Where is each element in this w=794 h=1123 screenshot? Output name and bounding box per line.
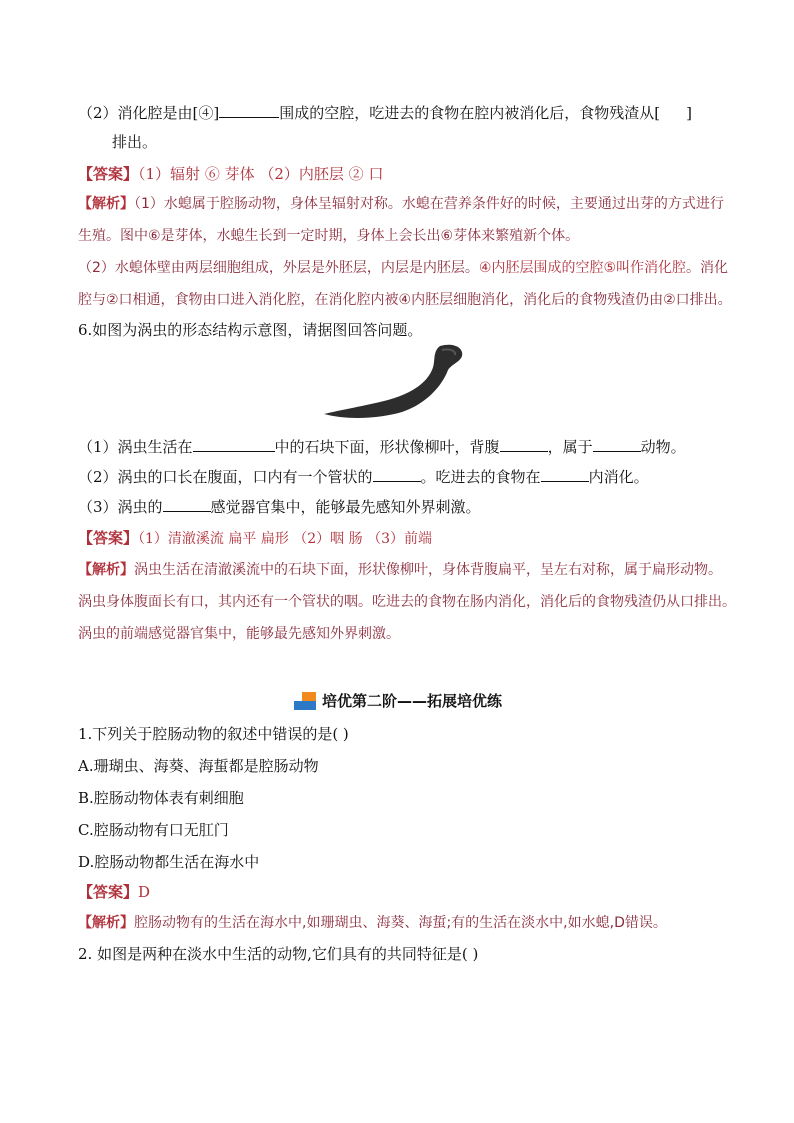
q6-sub2-text: （2）涡虫的口长在腹面，口内有一个管状的 bbox=[78, 468, 373, 486]
analysis-label: 【解析】 bbox=[78, 562, 134, 578]
q6-stem: 6.如图为涡虫的形态结构示意图，请据图回答问题。 bbox=[78, 321, 423, 339]
q5-sub2-line2: 排出。 bbox=[112, 133, 158, 151]
q6-sub3 bbox=[78, 496, 481, 517]
s2q1-option-c: C.腔肠动物有口无肛门 bbox=[78, 821, 229, 839]
answer-label: 【答案】 bbox=[78, 165, 139, 183]
section-title: 培优第二阶——拓展培优练 bbox=[321, 692, 502, 710]
analysis-text: （1）水螅属于腔肠动物，身体呈辐射对称。水螅在营养条件好的时候，主要通过出芽的方式进行 bbox=[134, 196, 724, 212]
q5-answer bbox=[78, 164, 383, 184]
q6-sub1-text: （1）涡虫生活在 bbox=[78, 438, 193, 456]
q6-analysis-line1 bbox=[78, 560, 722, 580]
q6-sub2-text: 内消化。 bbox=[588, 468, 649, 486]
s2q2-stem: 2. 如图是两种在淡水中生活的动物,它们具有的共同特征是( ) bbox=[78, 945, 479, 963]
s2q1-option-b: B.腔肠动物体表有刺细胞 bbox=[78, 789, 244, 807]
q5-analysis-line2: 生殖。图中⑥是芽体，水螅生长到一定时期，身体上会长出⑥芽体来繁殖新个体。 bbox=[78, 228, 580, 244]
section-heading bbox=[0, 690, 794, 712]
q6-sub2-text: 。吃进去的食物在 bbox=[420, 468, 541, 486]
q6-sub2 bbox=[78, 466, 649, 487]
fill-blank bbox=[500, 436, 548, 452]
q5-analysis-line4: 腔与②口相通，食物由口进入消化腔，在消化腔内被④内胚层细胞消化，消化后的食物残渣仍由②口排出。 bbox=[78, 292, 732, 308]
q6-sub1-text: 动物。 bbox=[640, 438, 686, 456]
fill-blank bbox=[541, 466, 589, 482]
planarian-image bbox=[318, 340, 478, 424]
s2q1-analysis bbox=[78, 913, 667, 933]
q6-sub1 bbox=[78, 436, 686, 457]
q5-sub2-mid: 围成的空腔，吃进去的食物在腔内被消化后，食物残渣从[ bbox=[279, 104, 661, 122]
analysis-text: 涡虫生活在清澈溪流中的石块下面，形状像柳叶，身体背腹扁平，呈左右对称，属于扁形动物。 bbox=[134, 562, 722, 578]
answer-text: （1）清澈溪流 扁平 扁形 （2）咽 肠 （3）前端 bbox=[138, 531, 432, 547]
answer-label: 【答案】 bbox=[78, 529, 139, 547]
q6-analysis-line2: 涡虫身体腹面长有口，其内还有一个管状的咽。吃进去的食物在肠内消化，消化后的食物残渣仍从口排出。 bbox=[78, 594, 736, 610]
analysis-label: 【解析】 bbox=[78, 196, 134, 212]
fill-blank bbox=[163, 496, 211, 512]
q5-analysis-line1 bbox=[78, 194, 724, 214]
q6-sub1-text: 中的石块下面，形状像柳叶，背腹 bbox=[274, 438, 500, 456]
s2q1-answer bbox=[78, 882, 150, 902]
analysis-text: 腔肠动物有的生活在海水中,如珊瑚虫、海葵、海蜇;有的生活在淡水中,如水螅,D错误。 bbox=[134, 915, 667, 931]
answer-label: 【答案】 bbox=[78, 883, 139, 901]
s2q1-option-d: D.腔肠动物都生活在海水中 bbox=[78, 853, 260, 871]
q5-analysis-line3 bbox=[78, 258, 728, 278]
q6-analysis-line3: 涡虫的前端感觉器官集中，能够最先感知外界刺激。 bbox=[78, 626, 400, 642]
fill-blank bbox=[373, 466, 421, 482]
fill-blank bbox=[193, 436, 275, 452]
fill-blank bbox=[219, 102, 279, 118]
q5-sub2-pre: （2）消化腔是由[④] bbox=[78, 104, 220, 122]
answer-text: D bbox=[138, 883, 151, 901]
q5-sub2-line1 bbox=[78, 102, 692, 123]
q5-sub2-end: ] bbox=[686, 104, 692, 122]
answer-text: （1）辐射 ⑥ 芽体 （2）内胚层 ② 口 bbox=[138, 165, 384, 183]
s2q1-option-a: A.珊瑚虫、海葵、海蜇都是腔肠动物 bbox=[78, 757, 319, 775]
s2q1-stem: 1.下列关于腔肠动物的叙述中错误的是( ) bbox=[78, 725, 349, 743]
analysis-text: 。消化 bbox=[686, 260, 729, 276]
q6-answer bbox=[78, 528, 432, 549]
analysis-label: 【解析】 bbox=[78, 915, 134, 931]
q6-sub3-text: 感觉器官集中，能够最先感知外界刺激。 bbox=[210, 498, 481, 516]
q6-sub1-text: ，属于 bbox=[547, 438, 593, 456]
q6-sub3-text: （3）涡虫的 bbox=[78, 498, 163, 516]
analysis-text: （2）水螅体壁由两层细胞组成，外层是外胚层，内层是内胚层。 bbox=[78, 260, 479, 276]
fill-blank bbox=[593, 436, 641, 452]
analysis-highlight: ④内胚层围成的空腔⑤叫作消化腔 bbox=[478, 260, 687, 276]
section-block-icon bbox=[292, 692, 318, 712]
